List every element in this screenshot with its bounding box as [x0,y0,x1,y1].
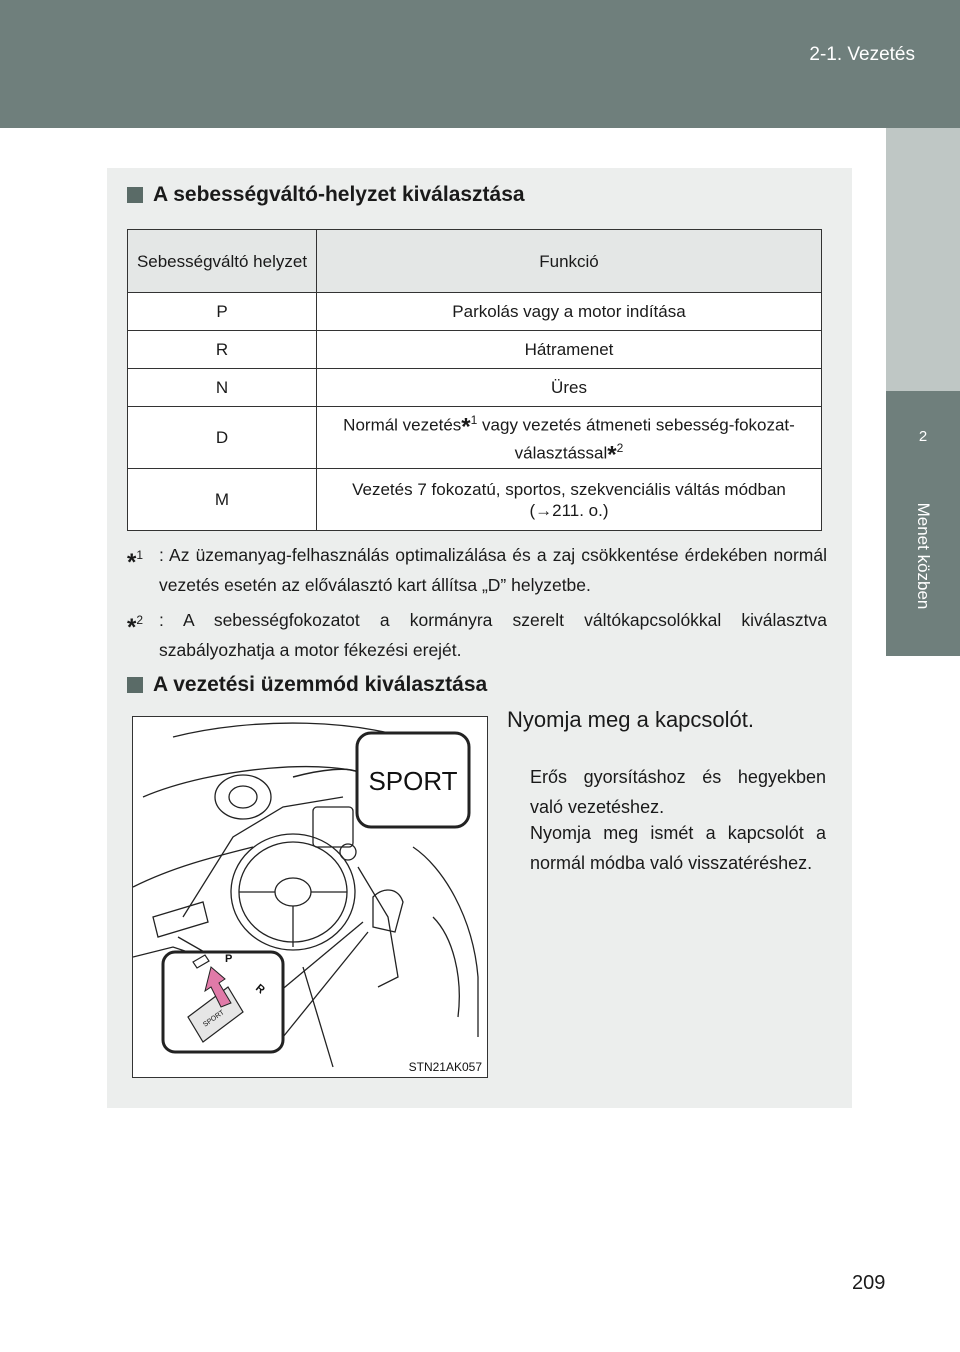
footnote-1: *$^1$ : Az üzemanyag-felhasználás optimalizálása és a zaj csökkentése érdekében normál vezetés esetén az előválasztó kart állítsa „D” helyzetbe. [127,540,827,600]
page-header [0,0,960,128]
table-cell-position: P [128,293,317,331]
section-heading-mode [127,673,487,697]
dashboard-drawing [133,717,487,1077]
function-text: Normál vezetés [343,415,462,435]
section-title: A vezetési üzemmód kiválasztása [153,673,488,696]
table-cell-position: N [128,369,317,407]
instruction-paragraph: Erős gyorsításhoz és hegyekben való vezetéshez. [530,767,826,817]
table-cell-function: Normál vezetés*$^1$ vagy vezetés átmeneti sebesség-fokozat-választással*$^2$ [317,407,822,469]
gear-r-label: R [253,982,267,997]
side-tab-inactive [886,128,960,391]
footnote-text: : A sebességfokozatot a kormányra szerelt váltókapcsolókkal kiválasztva szabályozhatja a motor fékezési erejét. [159,610,827,660]
page-number: 209 [852,1272,886,1294]
chapter-title: 2-1. Vezetés [809,44,915,65]
table-row [128,331,822,369]
figure-code: STN21AK057 [408,1060,482,1074]
table-row [128,469,822,531]
section-heading-gear [127,183,525,207]
table-row [128,407,822,469]
square-bullet-icon [127,677,143,693]
footnote-2: *$^2$ : A sebességfokozatot a kormányra szerelt váltókapcsolókkal kiválasztva szabályozhatja a motor fékezési erejét. [127,605,827,665]
switch-label: SPORT [202,1009,226,1029]
sport-button-label: SPORT [368,766,458,796]
table-cell-position: R [128,331,317,369]
footnote-text: : Az üzemanyag-felhasználás optimalizálása és a zaj csökkentése érdekében normál vezetés esetén az előválasztó kart állítsa „D” helyzetbe. [159,545,827,595]
side-tab-number: 2 [918,428,928,445]
table-header-row [128,230,822,293]
table-header-cell: Funkció [317,230,822,293]
table-cell-position: D [128,407,317,469]
table-row [128,369,822,407]
table-row [128,293,822,331]
square-bullet-icon [127,187,143,203]
section-title: A sebességváltó-helyzet kiválasztása [153,183,525,206]
side-tab-label: Menet közben [914,502,933,610]
instruction-paragraph: Nyomja meg ismét a kapcsolót a normál módba való visszatéréshez. [530,823,826,873]
table-cell-function: Hátramenet [317,331,822,369]
gear-position-table [127,229,822,531]
footnote-mark: 1 [136,548,144,562]
function-text: vagy vezetés átmeneti sebesség-fokozat-választással [482,415,795,463]
footnote-mark: 2 [136,613,144,627]
gear-p-label: P [225,953,233,965]
table-cell-function: Vezetés 7 fokozatú, sportos, szekvenciális váltás módban (→211. o.) [317,469,822,531]
instruction-main: Nyomja meg a kapcsolót. [507,707,754,732]
table-header-cell: Sebességváltó helyzet [128,230,317,293]
sport-switch-illustration [132,716,488,1078]
table-cell-function: Parkolás vagy a motor indítása [317,293,822,331]
table-cell-function: Üres [317,369,822,407]
table-cell-position: M [128,469,317,531]
